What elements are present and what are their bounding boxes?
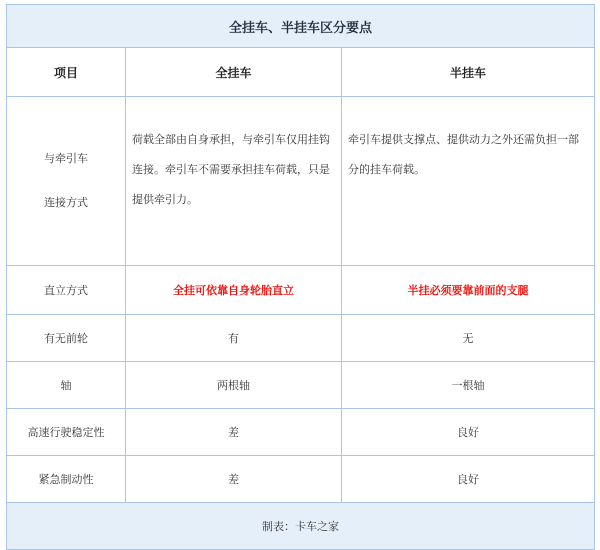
row-label-stability: 高速行驶稳定性 <box>7 409 126 456</box>
comparison-table-container <box>6 4 594 533</box>
cell-semi-front-wheel: 无 <box>342 315 595 362</box>
cell-semi-axle: 一根轴 <box>342 362 595 409</box>
table-footer-row <box>7 503 595 550</box>
table-row-axle <box>7 362 595 409</box>
comparison-table <box>6 4 595 550</box>
header-semi-trailer: 半挂车 <box>342 48 595 97</box>
table-footer: 制表：卡车之家 <box>7 503 595 550</box>
table-row-stability <box>7 409 595 456</box>
table-row-connection <box>7 97 595 266</box>
cell-full-braking: 差 <box>126 456 342 503</box>
row-label-braking: 紧急制动性 <box>7 456 126 503</box>
cell-full-stability: 差 <box>126 409 342 456</box>
table-row-front-wheel <box>7 315 595 362</box>
cell-full-standing: 全挂可依靠自身轮胎直立 <box>126 266 342 315</box>
cell-full-axle: 两根轴 <box>126 362 342 409</box>
row-label-connection <box>7 97 126 266</box>
row-label-axle: 轴 <box>7 362 126 409</box>
header-full-trailer: 全挂车 <box>126 48 342 97</box>
cell-semi-braking: 良好 <box>342 456 595 503</box>
table-row-standing <box>7 266 595 315</box>
row-label-connection-line2: 连接方式 <box>44 196 88 209</box>
table-row-braking <box>7 456 595 503</box>
header-item: 项目 <box>7 48 126 97</box>
table-title: 全挂车、半挂车区分要点 <box>7 5 595 48</box>
table-title-row <box>7 5 595 48</box>
cell-semi-stability: 良好 <box>342 409 595 456</box>
row-label-front-wheel: 有无前轮 <box>7 315 126 362</box>
cell-semi-standing: 半挂必须要靠前面的支腿 <box>342 266 595 315</box>
cell-semi-connection: 牵引车提供支撑点、提供动力之外还需负担一部分的挂车荷载。 <box>342 97 595 266</box>
row-label-standing: 直立方式 <box>7 266 126 315</box>
table-header-row <box>7 48 595 97</box>
row-label-connection-line1: 与牵引车 <box>44 152 88 165</box>
cell-full-front-wheel: 有 <box>126 315 342 362</box>
cell-full-connection: 荷载全部由自身承担，与牵引车仅用挂钩连接。牵引车不需要承担挂车荷载，只是提供牵引力。 <box>126 97 342 266</box>
